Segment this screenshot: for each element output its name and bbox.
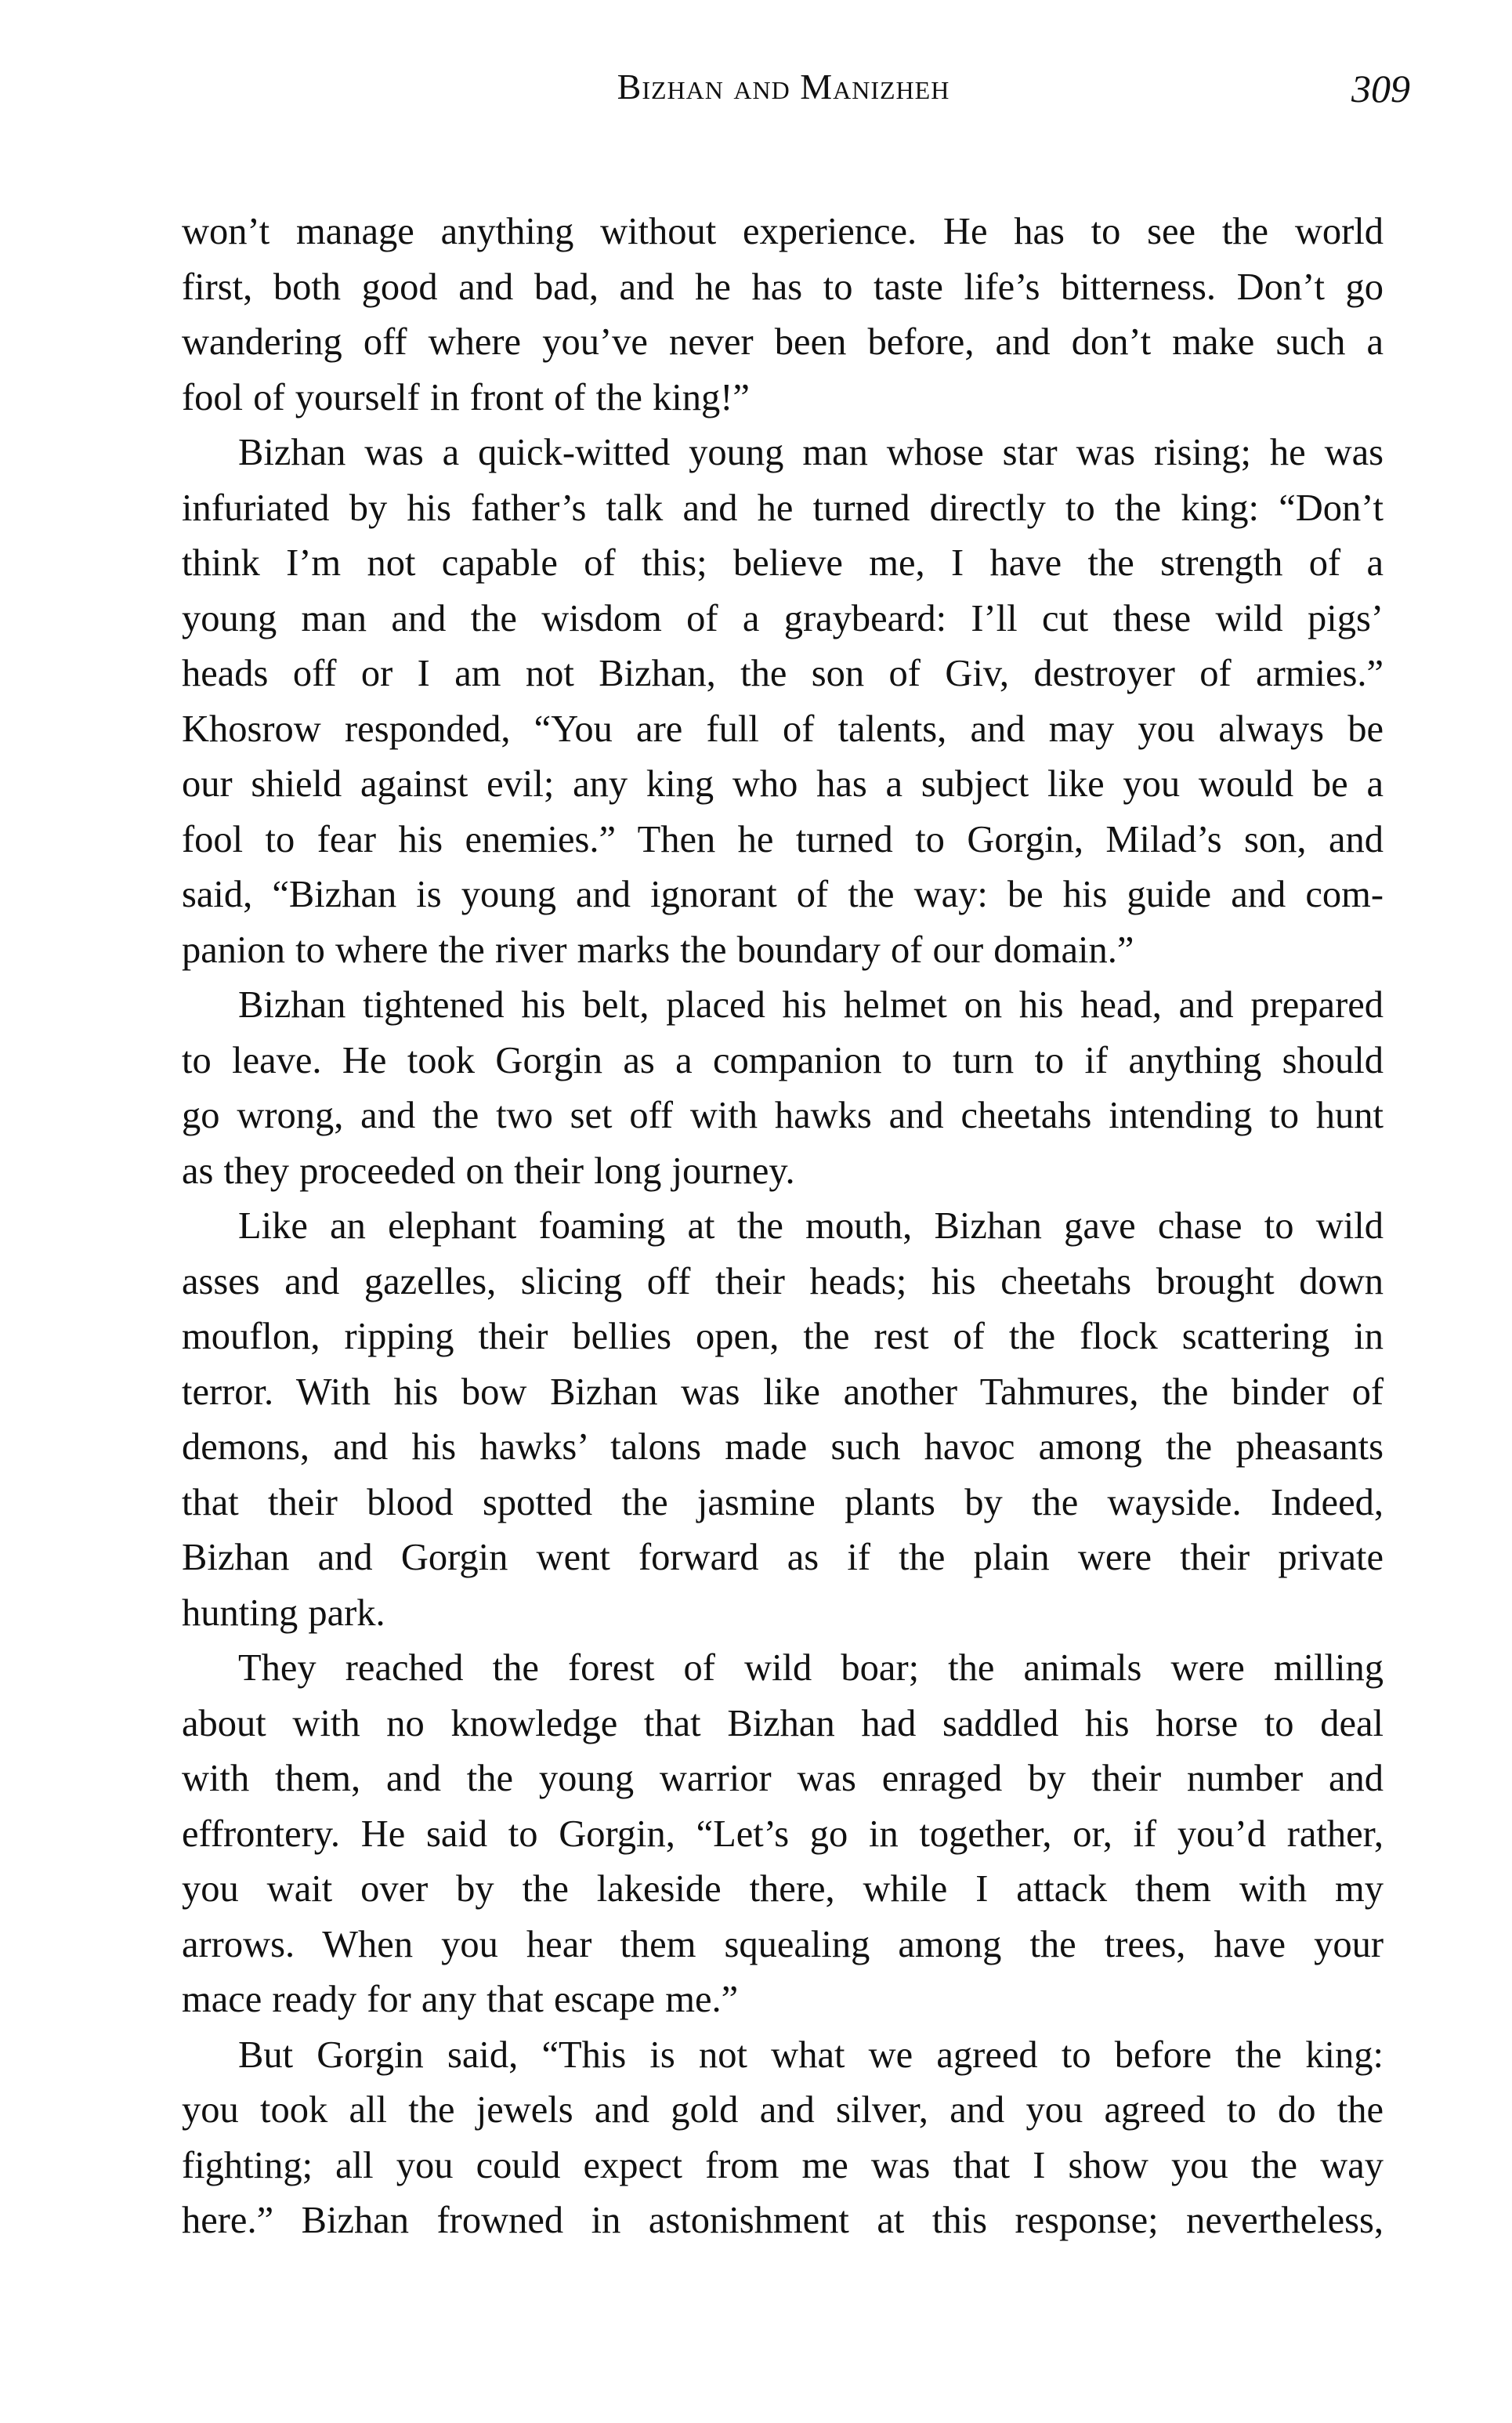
text-line: go wrong, and the two set off with hawks and cheetahs intending to hunt <box>182 1095 1384 1136</box>
text-line: about with no knowledge that Bizhan had saddled his horse to deal <box>182 1702 1384 1744</box>
text-line: our shield against evil; any king who has a subject like you would be a <box>182 763 1384 805</box>
text-line: first, both good and bad, and he has to taste life’s bitterness. Don’t go <box>182 266 1384 308</box>
text-line: wandering off where you’ve never been before, and don’t make such a <box>182 321 1384 363</box>
text-line: hunting park. <box>182 1592 385 1634</box>
text-line: Like an elephant foaming at the mouth, Bizhan gave chase to wild <box>238 1205 1384 1247</box>
text-line: to leave. He took Gorgin as a companion to turn to if anything should <box>182 1039 1384 1081</box>
text-line: as they proceeded on their long journey. <box>182 1150 795 1192</box>
text-line: arrows. When you hear them squealing among the trees, have your <box>182 1923 1384 1965</box>
text-line: said, “Bizhan is young and ignorant of the way: be his guide and com- <box>182 874 1384 915</box>
text-line: demons, and his hawks’ talons made such havoc among the pheasants <box>182 1426 1384 1468</box>
running-head-title: Bizhan and Manizheh <box>617 67 950 107</box>
text-line: But Gorgin said, “This is not what we agreed to before the king: <box>238 2034 1384 2076</box>
text-line: fool of yourself in front of the king!” <box>182 376 750 418</box>
text-line: Bizhan and Gorgin went forward as if the plain were their private <box>182 1537 1384 1578</box>
text-line: with them, and the young warrior was enraged by their number and <box>182 1758 1384 1799</box>
text-line: effrontery. He said to Gorgin, “Let’s go in together, or, if you’d rather, <box>182 1813 1384 1855</box>
text-line: won’t manage anything without experience. He has to see the world <box>182 211 1384 252</box>
text-line: terror. With his bow Bizhan was like another Tahmures, the binder of <box>182 1371 1384 1413</box>
text-line: here.” Bizhan frowned in astonishment at this response; nevertheless, <box>182 2200 1384 2241</box>
text-line: young man and the wisdom of a graybeard: I’ll cut these wild pigs’ <box>182 597 1384 639</box>
text-line: panion to where the river marks the boundary of our domain.” <box>182 929 1134 971</box>
text-line: that their blood spotted the jasmine plants by the wayside. Indeed, <box>182 1481 1384 1523</box>
text-line: fighting; all you could expect from me was that I show you the way <box>182 2144 1384 2186</box>
text-line: asses and gazelles, slicing off their heads; his cheetahs brought down <box>182 1260 1384 1302</box>
text-line: mace ready for any that escape me.” <box>182 1979 739 2020</box>
text-line: mouflon, ripping their bellies open, the rest of the flock scattering in <box>182 1316 1384 1357</box>
text-line: you wait over by the lakeside there, while I attack them with my <box>182 1868 1384 1910</box>
page-number: 309 <box>1351 67 1410 110</box>
text-line: infuriated by his father’s talk and he turned directly to the king: “Don’t <box>182 487 1384 529</box>
text-line: fool to fear his enemies.” Then he turned to Gorgin, Milad’s son, and <box>182 818 1384 860</box>
text-line: They reached the forest of wild boar; the animals were milling <box>238 1647 1384 1689</box>
text-line: think I’m not capable of this; believe me, I have the strength of a <box>182 542 1384 584</box>
text-line: Bizhan was a quick-witted young man whose star was rising; he was <box>238 432 1384 473</box>
text-line: Khosrow responded, “You are full of talents, and may you always be <box>182 708 1384 750</box>
text-line: Bizhan tightened his belt, placed his helmet on his head, and prepared <box>238 984 1384 1026</box>
text-line: you took all the jewels and gold and silver, and you agreed to do the <box>182 2089 1384 2131</box>
text-line: heads off or I am not Bizhan, the son of Giv, destroyer of armies.” <box>182 653 1384 694</box>
